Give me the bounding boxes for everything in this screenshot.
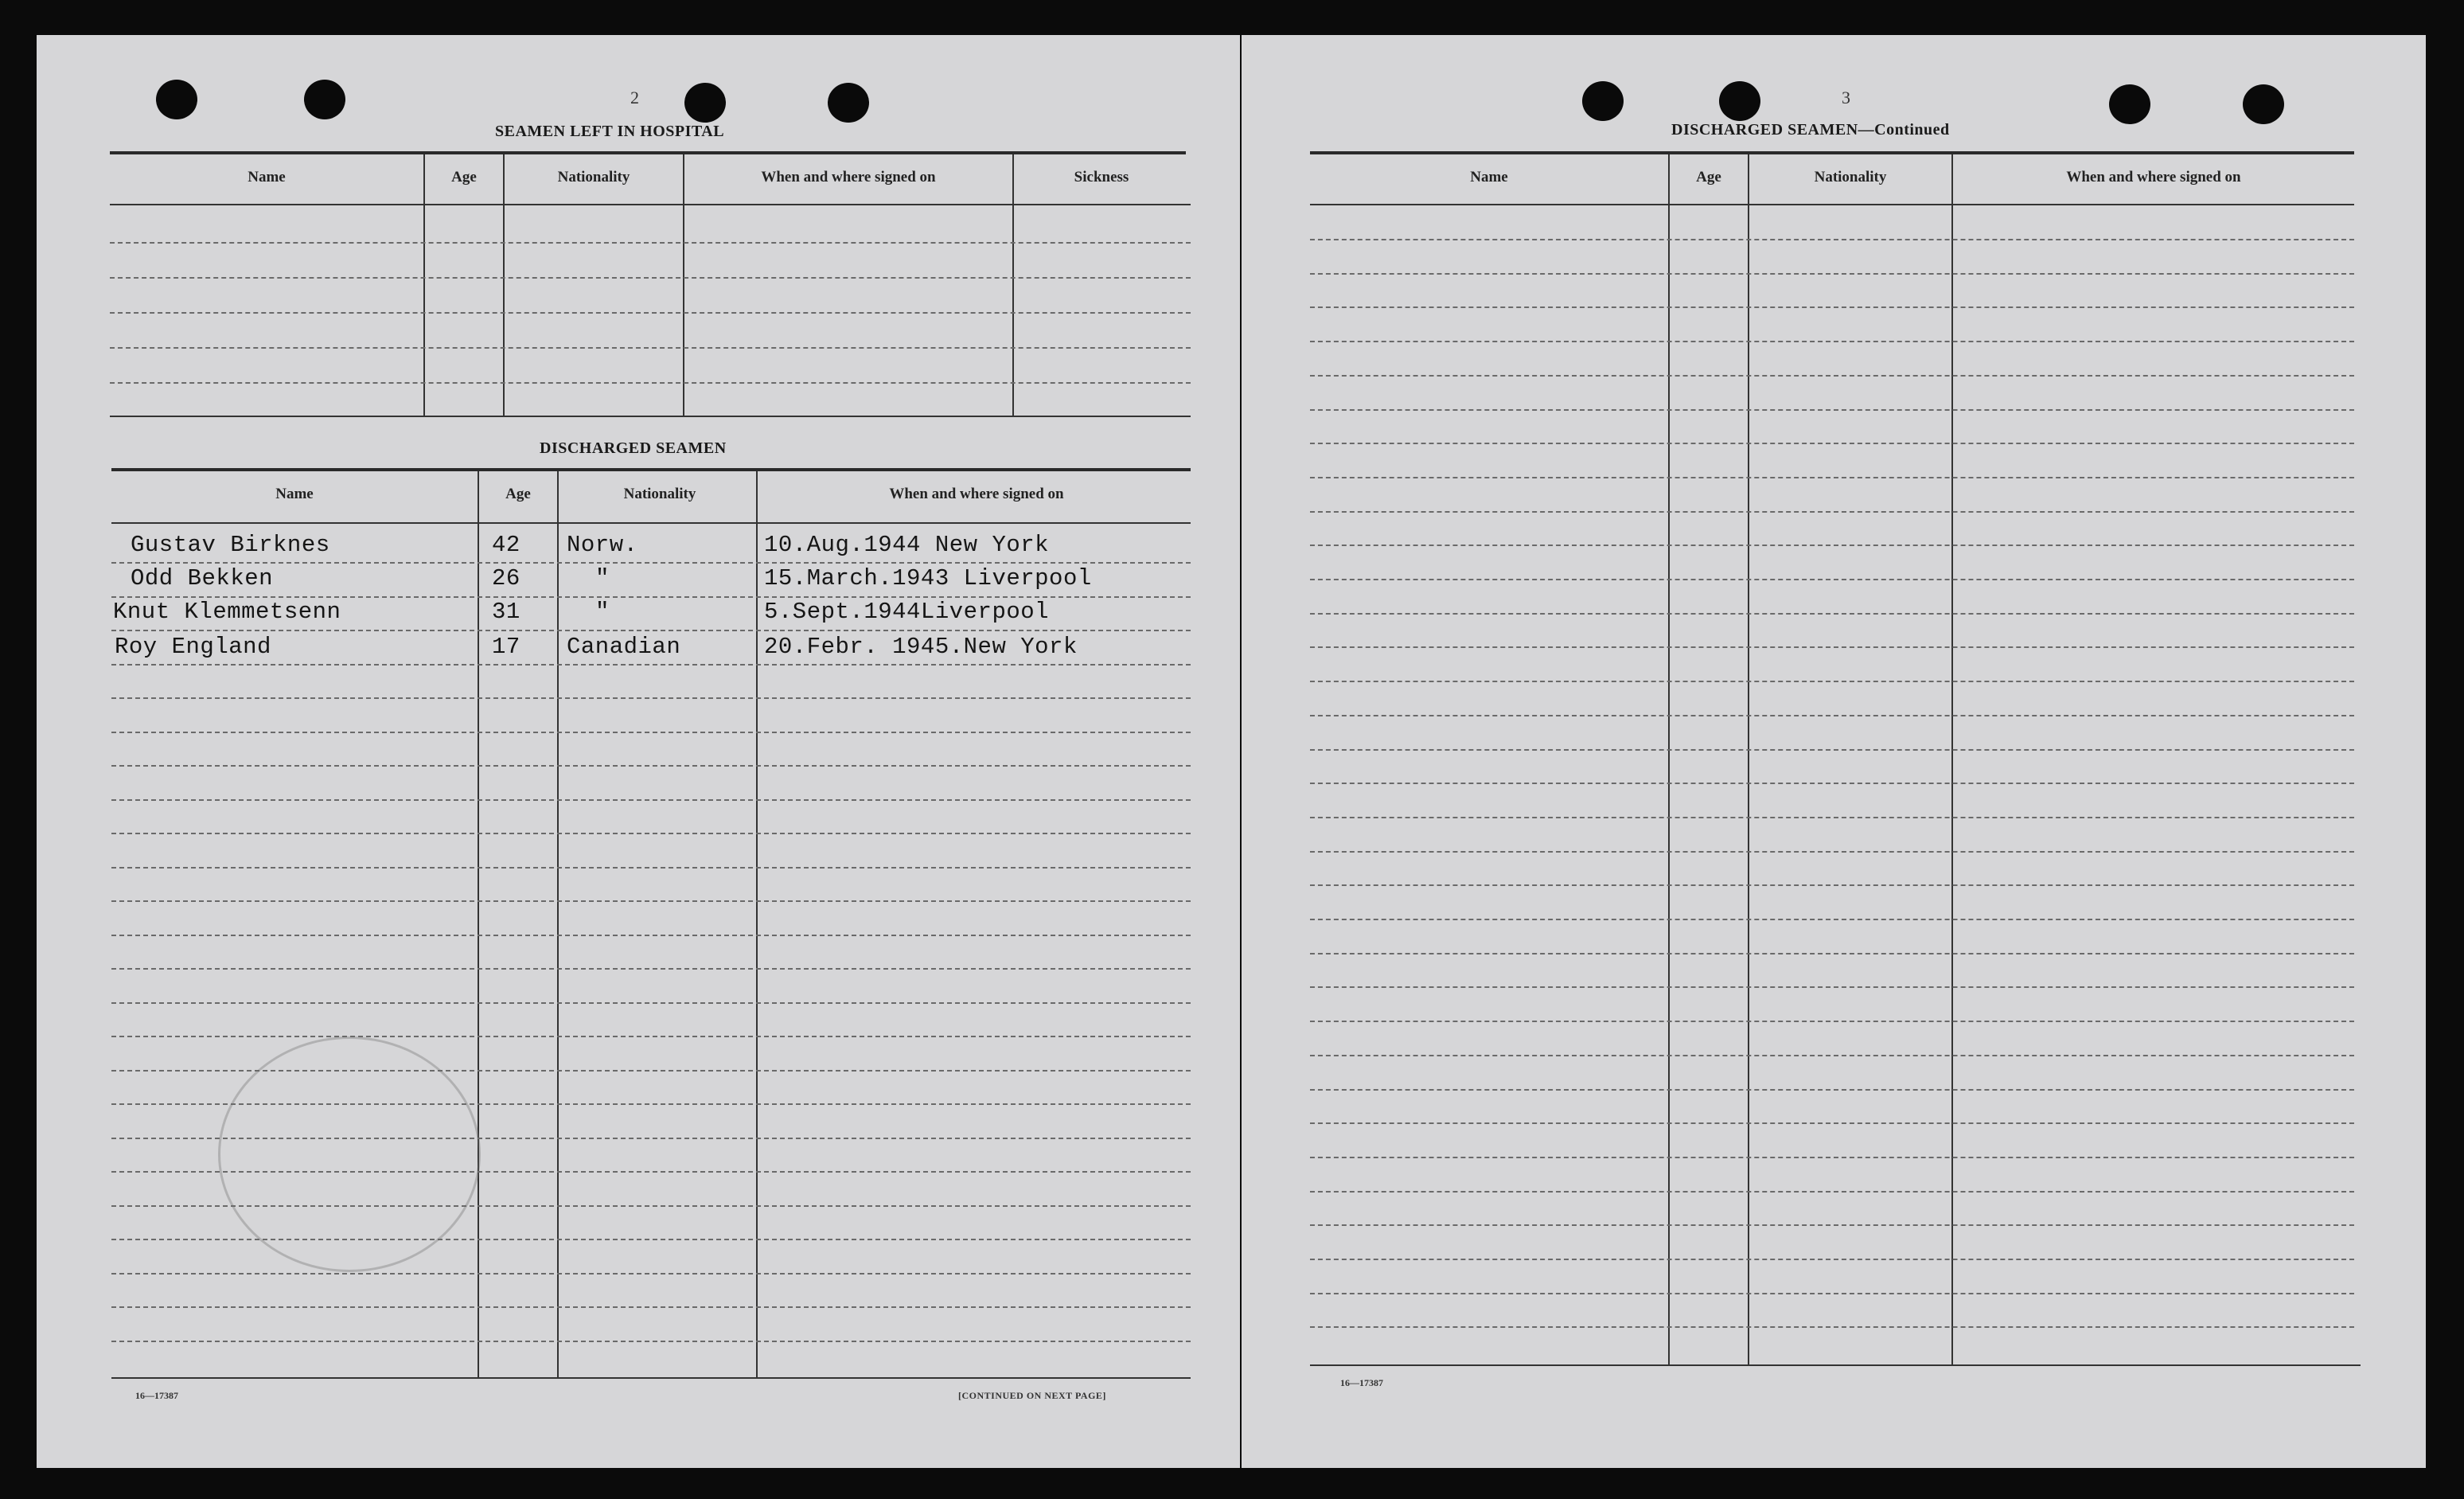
column-divider xyxy=(557,471,559,1379)
col-header-age: Age xyxy=(451,169,477,185)
column-divider xyxy=(1951,154,1953,1366)
page-number: 2 xyxy=(630,88,639,107)
row-line xyxy=(111,968,1191,970)
row-line xyxy=(1310,1089,2354,1091)
punch-hole xyxy=(2109,84,2150,124)
hospital-row-line xyxy=(110,382,1191,384)
table-top-rule xyxy=(110,151,1186,154)
row-line xyxy=(1310,341,2354,342)
row-line xyxy=(111,697,1191,699)
column-divider xyxy=(423,154,425,417)
table-bottom-rule xyxy=(1310,1364,2361,1366)
col-header-name: Name xyxy=(248,169,286,185)
punch-hole xyxy=(304,80,345,119)
table-top-rule xyxy=(1310,151,2354,154)
seaman-name: Odd Bekken xyxy=(131,565,274,591)
row-line xyxy=(1310,986,2354,988)
row-line xyxy=(111,664,1191,666)
header-rule xyxy=(111,522,1191,524)
col-header-name: Name xyxy=(275,486,314,502)
column-divider xyxy=(1668,154,1670,1366)
table-bottom-rule xyxy=(111,1377,1191,1379)
row-line xyxy=(111,935,1191,936)
row-line xyxy=(1310,1122,2354,1124)
row-line xyxy=(1310,545,2354,546)
hospital-row-line xyxy=(110,347,1191,349)
row-line xyxy=(1310,511,2354,513)
seaman-name: Roy England xyxy=(115,634,271,660)
seaman-signed-on: 20.Febr. 1945.New York xyxy=(764,634,1078,660)
row-line xyxy=(111,867,1191,869)
seaman-age: 17 xyxy=(492,634,520,660)
row-line xyxy=(111,1036,1191,1037)
row-line xyxy=(111,1002,1191,1004)
row-line xyxy=(1310,1326,2354,1328)
continued-section-title: DISCHARGED SEAMEN—Continued xyxy=(1671,121,1950,139)
left-page xyxy=(37,35,1240,1468)
page-number: 3 xyxy=(1842,88,1850,107)
row-line xyxy=(1310,1224,2354,1226)
col-header-nationality: Nationality xyxy=(1814,169,1887,185)
punch-hole xyxy=(1719,81,1760,121)
header-rule xyxy=(1310,204,2354,205)
row-line xyxy=(1310,409,2354,411)
row-line xyxy=(1310,1055,2354,1056)
continued-note: [CONTINUED ON NEXT PAGE] xyxy=(958,1390,1106,1401)
col-header-signed-on: When and where signed on xyxy=(2066,169,2241,185)
form-code: 16—17387 xyxy=(1340,1377,1383,1388)
row-line xyxy=(1310,1191,2354,1193)
seaman-signed-on: 10.Aug.1944 New York xyxy=(764,532,1050,558)
column-divider xyxy=(503,154,505,417)
punch-hole xyxy=(156,80,197,119)
row-line xyxy=(111,833,1191,834)
col-header-nationality: Nationality xyxy=(623,486,696,502)
punch-hole xyxy=(684,83,726,123)
column-divider xyxy=(756,471,758,1379)
col-header-name: Name xyxy=(1470,169,1508,185)
seaman-signed-on: 15.March.1943 Liverpool xyxy=(764,565,1092,591)
row-line xyxy=(1310,239,2354,240)
table-top-rule xyxy=(111,468,1191,471)
form-code: 16—17387 xyxy=(135,1390,178,1401)
punch-hole xyxy=(828,83,869,123)
row-line xyxy=(1310,443,2354,444)
column-divider xyxy=(1012,154,1014,417)
row-line xyxy=(111,1341,1191,1342)
col-header-sickness: Sickness xyxy=(1074,169,1129,185)
table-bottom-rule xyxy=(110,416,1191,417)
row-line xyxy=(1310,884,2354,886)
row-line xyxy=(1310,919,2354,920)
col-header-age: Age xyxy=(505,486,531,502)
col-header-signed-on: When and where signed on xyxy=(889,486,1064,502)
col-header-nationality: Nationality xyxy=(557,169,630,185)
row-line xyxy=(111,562,1191,564)
seaman-nationality: Norw. xyxy=(567,532,638,558)
hospital-row-line xyxy=(110,277,1191,279)
hospital-section-title: SEAMEN LEFT IN HOSPITAL xyxy=(495,123,725,140)
seaman-signed-on: 5.Sept.1944Liverpool xyxy=(764,599,1050,625)
seaman-age: 31 xyxy=(492,599,520,625)
faded-stamp xyxy=(218,1036,481,1272)
row-line xyxy=(1310,1021,2354,1022)
seaman-age: 26 xyxy=(492,565,520,591)
hospital-row-line xyxy=(110,242,1191,244)
row-line xyxy=(1310,646,2354,648)
header-rule xyxy=(110,204,1191,205)
row-line xyxy=(1310,579,2354,580)
punch-hole xyxy=(2243,84,2284,124)
seaman-age: 42 xyxy=(492,532,520,558)
row-line xyxy=(1310,715,2354,716)
row-line xyxy=(111,900,1191,902)
column-divider xyxy=(683,154,684,417)
row-line xyxy=(1310,953,2354,954)
seaman-nationality: " xyxy=(595,565,610,591)
row-line xyxy=(1310,375,2354,377)
row-line xyxy=(111,1306,1191,1308)
seaman-nationality: Canadian xyxy=(567,634,681,660)
row-line xyxy=(1310,1259,2354,1260)
column-divider xyxy=(478,471,479,1379)
col-header-signed-on: When and where signed on xyxy=(761,169,936,185)
row-line xyxy=(1310,613,2354,615)
right-page xyxy=(1242,35,2426,1468)
row-line xyxy=(111,732,1191,733)
row-line xyxy=(1310,306,2354,308)
seaman-nationality: " xyxy=(595,599,610,625)
row-line xyxy=(1310,1293,2354,1294)
row-line xyxy=(111,765,1191,767)
row-line xyxy=(111,596,1191,598)
col-header-age: Age xyxy=(1696,169,1721,185)
column-divider xyxy=(1748,154,1749,1366)
row-line xyxy=(111,630,1191,631)
row-line xyxy=(1310,477,2354,478)
row-line xyxy=(1310,817,2354,818)
punch-hole xyxy=(1582,81,1624,121)
seaman-name: Knut Klemmetsenn xyxy=(113,599,341,625)
row-line xyxy=(111,799,1191,801)
discharged-section-title: DISCHARGED SEAMEN xyxy=(540,439,727,457)
row-line xyxy=(1310,681,2354,682)
row-line xyxy=(1310,273,2354,275)
row-line xyxy=(1310,783,2354,784)
row-line xyxy=(1310,749,2354,751)
hospital-row-line xyxy=(110,312,1191,314)
row-line xyxy=(1310,1157,2354,1158)
seaman-name: Gustav Birknes xyxy=(131,532,330,558)
row-line xyxy=(1310,851,2354,853)
row-line xyxy=(111,1273,1191,1275)
